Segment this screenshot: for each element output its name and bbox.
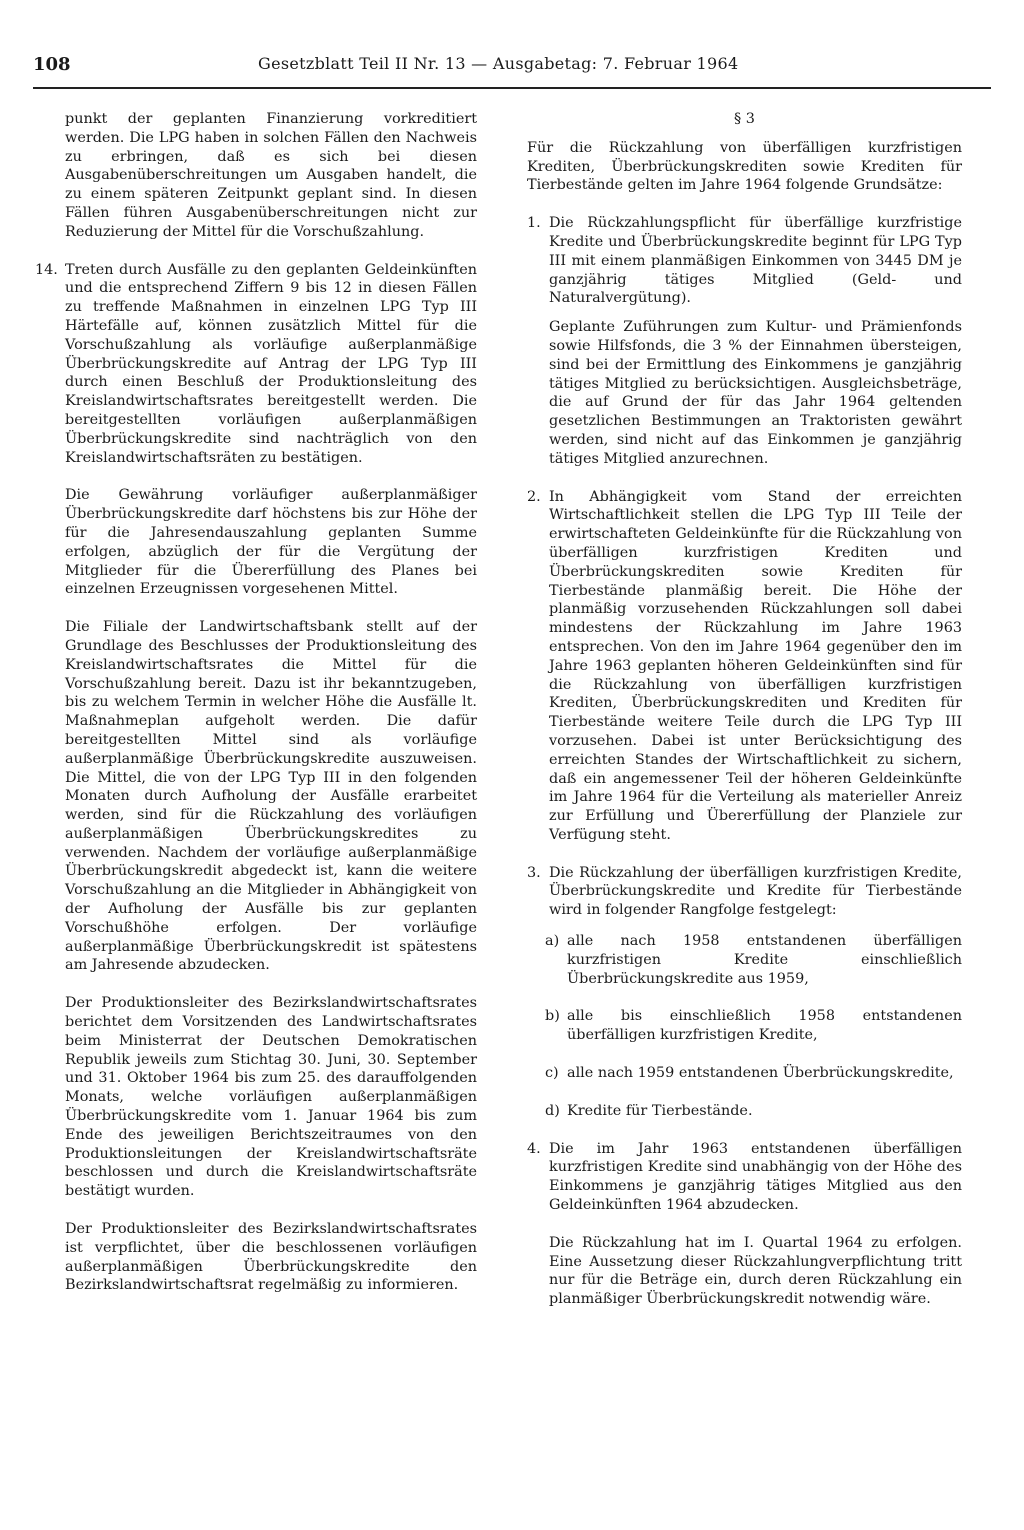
item-number: 3. <box>527 864 541 881</box>
list-item-1 <box>527 214 962 468</box>
paragraph-text: Treten durch Ausfälle zu den geplanten Geldeinkünften und die entsprechend Ziffern 9 bis 12 in diesen Fällen zu treffende Maßnahmen in einzelnen LPG Typ III Härtefälle auf, können zusätzlich Mittel für die Vorschußzahlung als vorläufige außerplanmäßige Überbrückungskredite auf Antrag der LPG Typ III durch einen Beschluß der Produktionsleitung des Kreislandwirtschaftsrates bereitgestellt werden. Die bereitgestellten vorläufigen außerplanmäßigen Überbrückungskredite sind nachträglich von den Kreislandwirtschaftsräten zu bestätigen. <box>65 261 477 466</box>
paragraph: Die Gewährung vorläufiger außerplanmäßiger Überbrückungskredite darf höchstens bis zur Höhe der für die Jahresendauszahlung geplanten Summe erfolgen, abzüglich der für die Vergütung der Mitglieder für die Übererfüllung des Planes bei einzelnen Erzeugnissen vorgesehenen Mittel. <box>65 487 477 598</box>
sub-item-label: b) <box>545 1008 560 1025</box>
sub-item-text: Kredite für Tierbestände. <box>567 1102 753 1119</box>
item-number: 4. <box>527 1140 541 1157</box>
sub-item-a <box>545 932 962 988</box>
sub-item-c <box>545 1064 962 1083</box>
item-continuation: Geplante Zuführungen zum Kultur- und Prämienfonds sowie Hilfsfonds, die 3 % der Einnahmen übersteigen, sind bei der Ermittlung des Einkommens je ganzjährig tätiges Mitglied zu berücksichtigen. Ausgleichsbeträge, die auf Grund der für das Jahr 1964 geltenden gesetzlichen Bestimmungen an Traktoristen gewährt werden, sind nicht auf das Einkommen je ganzjährig tätiges Mitglied anzurechnen. <box>549 319 962 467</box>
page-header <box>33 52 991 86</box>
sub-item-b <box>545 1007 962 1045</box>
right-column <box>527 110 962 1328</box>
item-text: Die Rückzahlung der überfälligen kurzfristigen Kredite, Überbrückungskredite und Kredite für Tierbestände wird in folgender Rangfolge festgelegt: <box>549 864 962 919</box>
item-text: Die Rückzahlungspflicht für überfällige kurzfristige Kredite und Überbrückungskredite beginnt für LPG Typ III mit einem planmäßigen Einkommen von 3445 DM je ganzjährig tätiges Mitglied (Geld- und Naturalvergütung). <box>549 215 962 307</box>
sub-item-label: c) <box>545 1065 559 1082</box>
sub-item-label: a) <box>545 933 560 950</box>
section-heading: § 3 <box>734 111 755 127</box>
sub-item-text: alle bis einschließlich 1958 entstandenen überfälligen kurzfristigen Kredite, <box>567 1008 962 1044</box>
item-text: Die im Jahr 1963 entstandenen überfälligen kurzfristigen Kredite sind unabhängig von der Höhe des Einkommens je ganzjährig tätiges Mitglied aus den Geldeinkünften 1964 abzudecken. <box>549 1140 962 1214</box>
paragraph: punkt der geplanten Finanzierung vorkreditiert werden. Die LPG haben in solchen Fällen den Nachweis zu erbringen, daß es sich bei diesen Ausgabenüberschreitungen um Ausgaben handelt, die zu einem späteren Zeitpunkt geplant sind. In diesen Fällen führen Ausgabenüberschreitungen nicht zur Reduzierung der Mittel für die Vorschußzahlung. <box>65 111 477 240</box>
running-title: Gesetzblatt Teil II Nr. 13 — Ausgabetag: 7. Februar 1964 <box>258 54 739 73</box>
item-number: 1. <box>527 215 541 232</box>
left-column <box>35 110 477 1314</box>
item-continuation: Die Rückzahlung hat im I. Quartal 1964 zu erfolgen. Eine Aussetzung dieser Rückzahlungverpflichtung tritt nur für die Beträge ein, durch deren Rückzahlung ein planmäßiger Überbrückungskredit notwendig wäre. <box>549 1234 962 1308</box>
paragraph-number: 14. <box>35 261 58 278</box>
section-intro: Für die Rückzahlung von überfälligen kurzfristigen Krediten, Überbrückungskrediten sowie Krediten für Tierbestände gelten im Jahre 1964 folgende Grundsätze: <box>527 139 962 194</box>
sub-item-label: d) <box>545 1102 560 1119</box>
item-number: 2. <box>527 488 541 505</box>
page-number: 108 <box>33 54 71 75</box>
paragraph: Die Filiale der Landwirtschaftsbank stellt auf der Grundlage des Beschlusses der Produktionsleitung des Kreislandwirtschaftsrates die Mittel für die Vorschußzahlung bereit. Dazu ist ihr bekanntzugeben, bis zu welchem Termin in welcher Höhe die Ausfälle lt. Maßnahmeplan aufgeholt werden. Die dafür bereitgestellten Mittel sind als vorläufige außerplanmäßige Überbrückungskredite auszuweisen. Die Mittel, die von der LPG Typ III in den folgenden Monaten durch Aufholung der Ausfälle erarbeitet werden, sind für die Rückzahlung des vorläufigen außerplanmäßigen Überbrückungskredites zu verwenden. Nachdem der vorläufige außerplanmäßige Überbrückungskredit abgedeckt ist, kann die weitere Vorschußzahlung an die Mitglieder in Abhängigkeit von der Aufholung der Ausfälle bis zur geplanten Vorschußhöhe erfolgen. Der vorläufige außerplanmäßige Überbrückungskredit ist spätestens am Jahresende abzudecken. <box>65 619 477 974</box>
header-rule <box>33 87 991 89</box>
list-item-4 <box>527 1140 962 1309</box>
sub-item-text: alle nach 1959 entstandenen Überbrückungskredite, <box>567 1065 954 1082</box>
item-text: In Abhängigkeit vom Stand der erreichten Wirtschaftlichkeit stellen die LPG Typ III Teile der erwirtschafteten Geldeinkünfte für die Rückzahlung von überfälligen kurzfristigen Krediten und Überbrückungskrediten sowie Krediten für Tierbestände planmäßig bereit. Die Höhe der planmäßig vorzusehenden Rückzahlungen soll dabei mindestens der Rückzahlung im Jahre 1963 entsprechen. Von den im Jahre 1964 gegenüber den im Jahre 1963 geplanten höheren Geldeinkünften sind für die Rückzahlung von überfälligen kurzfristigen Krediten, Überbrückungskrediten und Krediten für Tierbestände weitere Teile durch die LPG Typ III vorzusehen. Dabei ist unter Berücksichtigung des erreichten Standes der Wirtschaftlichkeit zu sichern, daß ein angemessener Teil der höheren Geldeinkünfte im Jahre 1964 für die Verteilung als materieller Anreiz zur Erfüllung und Übererfüllung der Planziele zur Verfügung steht. <box>549 488 962 843</box>
numbered-paragraph-14 <box>35 261 477 468</box>
sub-item-d <box>545 1102 962 1121</box>
paragraph: Der Produktionsleiter des Bezirkslandwirtschaftsrates berichtet dem Vorsitzenden des Landwirtschaftsrates beim Ministerrat der Deutschen Demokratischen Republik jeweils zum Stichtag 30. Juni, 30. September und 31. Oktober 1964 bis zum 25. des darauffolgenden Monats, welche vorläufigen außerplanmäßigen Überbrückungskredite vom 1. Januar 1964 bis zum Ende des jeweiligen Berichtszeitraumes von den Produktionsleitungen der Kreislandwirtschaftsräte beschlossen und durch die Kreislandwirtschaftsräte bestätigt wurden. <box>65 995 477 1200</box>
list-item-3 <box>527 864 962 920</box>
list-item-2 <box>527 488 962 845</box>
sub-item-text: alle nach 1958 entstandenen überfälligen kurzfristigen Kredite einschließlich Überbrückungskredite aus 1959, <box>567 933 962 987</box>
paragraph: Der Produktionsleiter des Bezirkslandwirtschaftsrates ist verpflichtet, über die beschlossenen vorläufigen außerplanmäßigen Überbrückungskredite den Bezirkslandwirtschaftsrat regelmäßig zu informieren. <box>65 1221 477 1294</box>
